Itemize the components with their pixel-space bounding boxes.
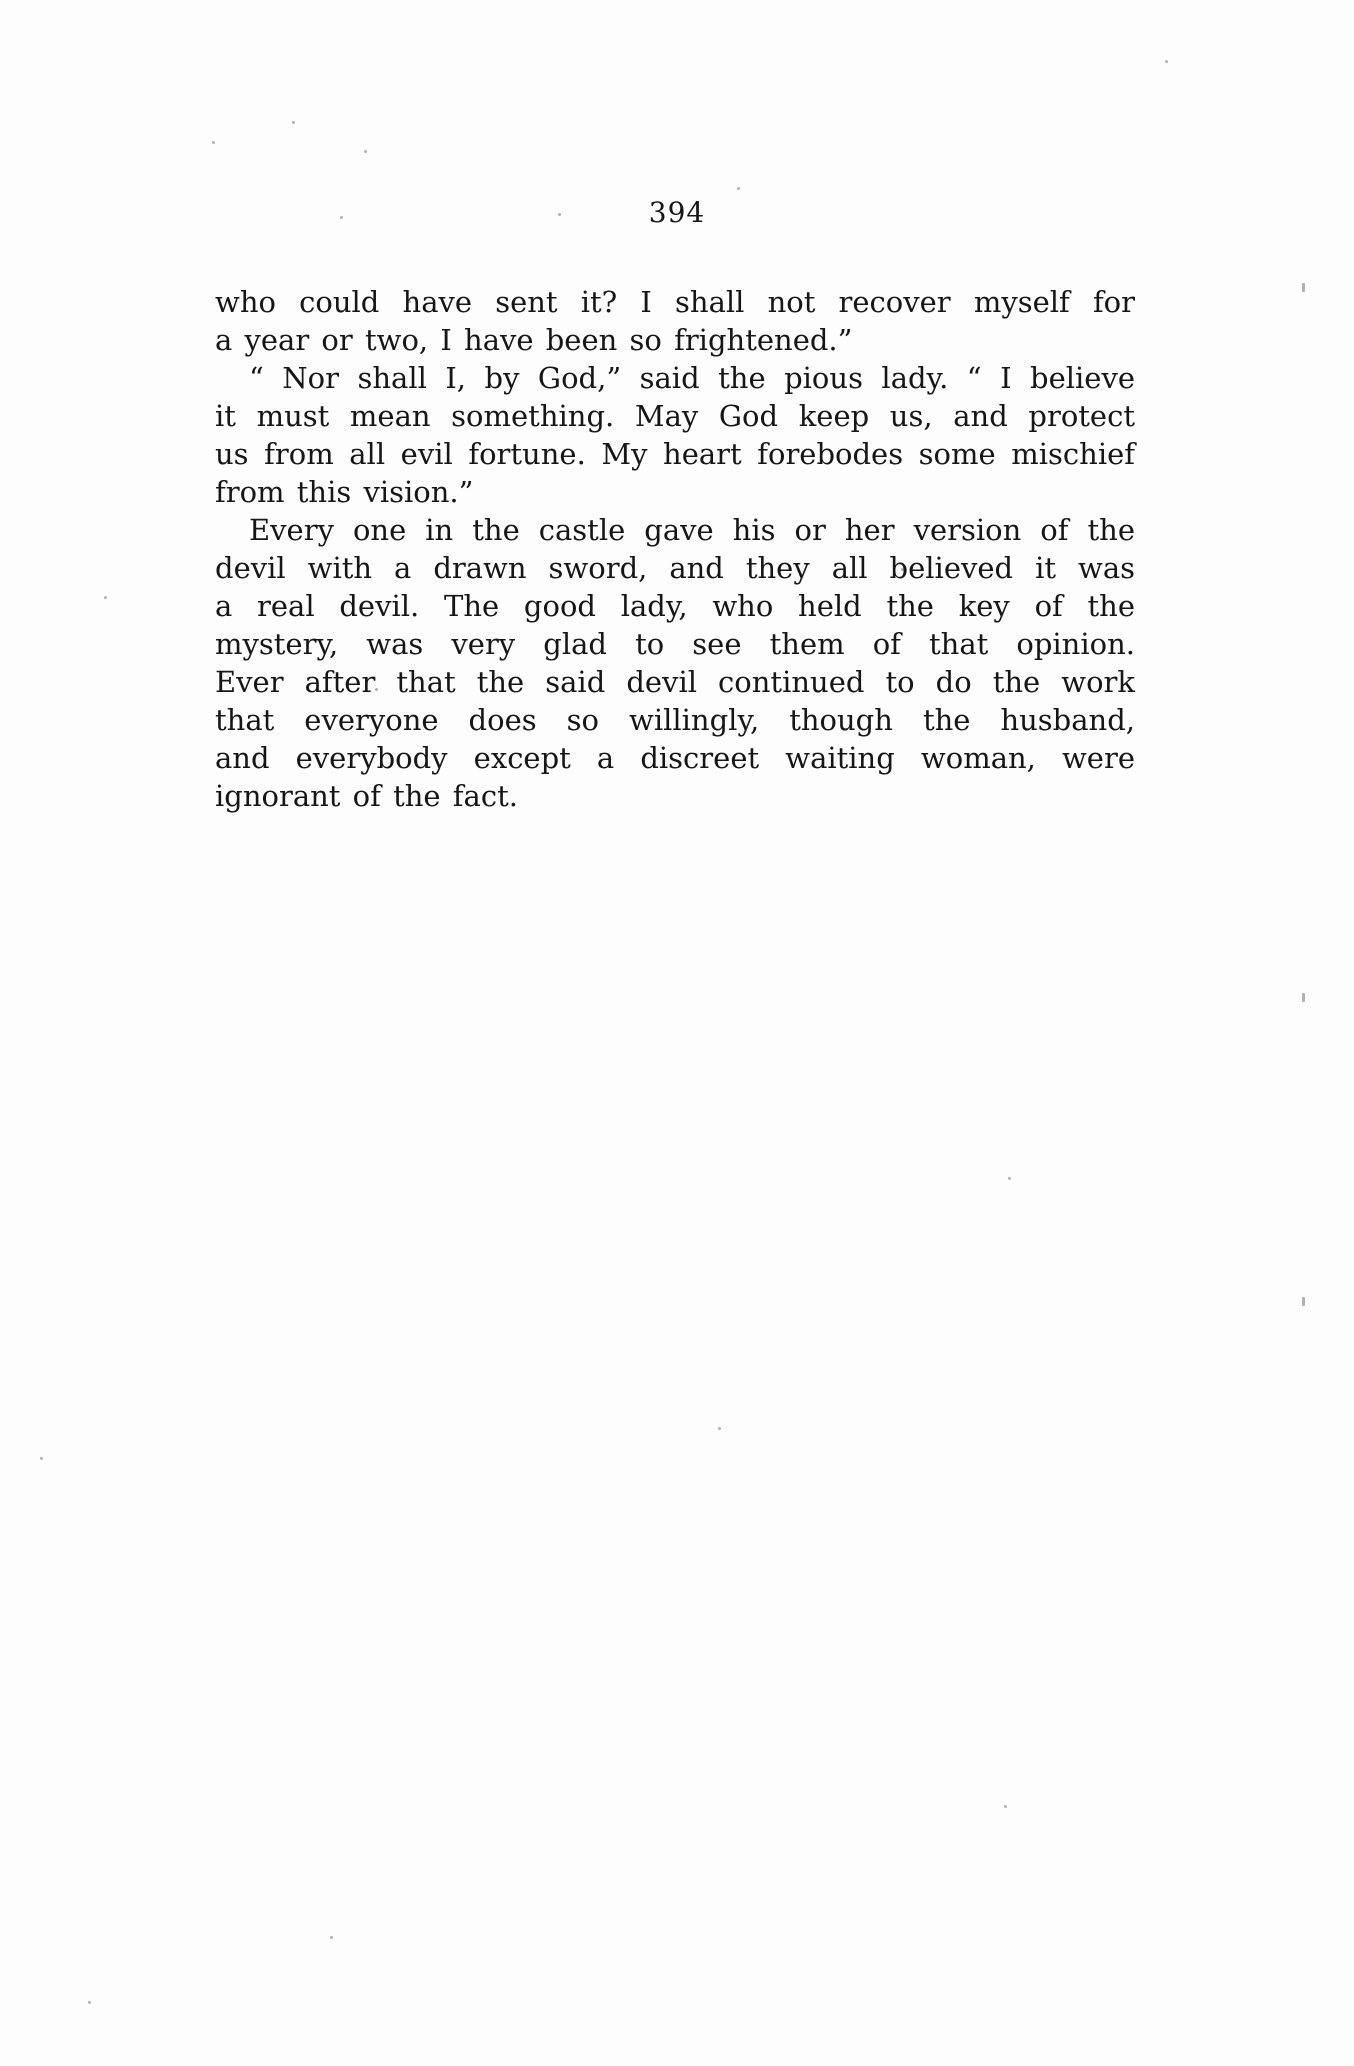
text-line: Ever after that the said devil continued to do the work [215, 665, 1135, 699]
text-line: us from all evil fortune. My heart forebodes some mischief [215, 437, 1135, 471]
text-line: devil with a drawn sword, and they all believed it was [215, 551, 1135, 585]
paragraph [215, 511, 1135, 815]
text-line: a real devil. The good lady, who held the key of the [215, 589, 1135, 623]
text-line: “ Nor shall I, by God,” said the pious lady. “ I believe [249, 361, 1135, 395]
text-line: ignorant of the fact. [215, 779, 518, 813]
text-line: that everyone does so willingly, though the husband, [215, 703, 1135, 737]
text-line: a year or two, I have been so frightened.” [215, 323, 853, 357]
text-line: and everybody except a discreet waiting woman, were [215, 741, 1135, 775]
text-line: mystery, was very glad to see them of that opinion. [215, 627, 1135, 661]
text-column [215, 283, 1135, 815]
text-line: it must mean something. May God keep us, and protect [215, 399, 1135, 433]
page-number: 394 [648, 196, 706, 229]
paragraph [215, 283, 1135, 359]
text-line: who could have sent it? I shall not recover myself for [215, 285, 1135, 319]
text-line: from this vision.” [215, 475, 474, 509]
paragraph [215, 359, 1135, 511]
text-line: Every one in the castle gave his or her version of the [249, 513, 1135, 547]
